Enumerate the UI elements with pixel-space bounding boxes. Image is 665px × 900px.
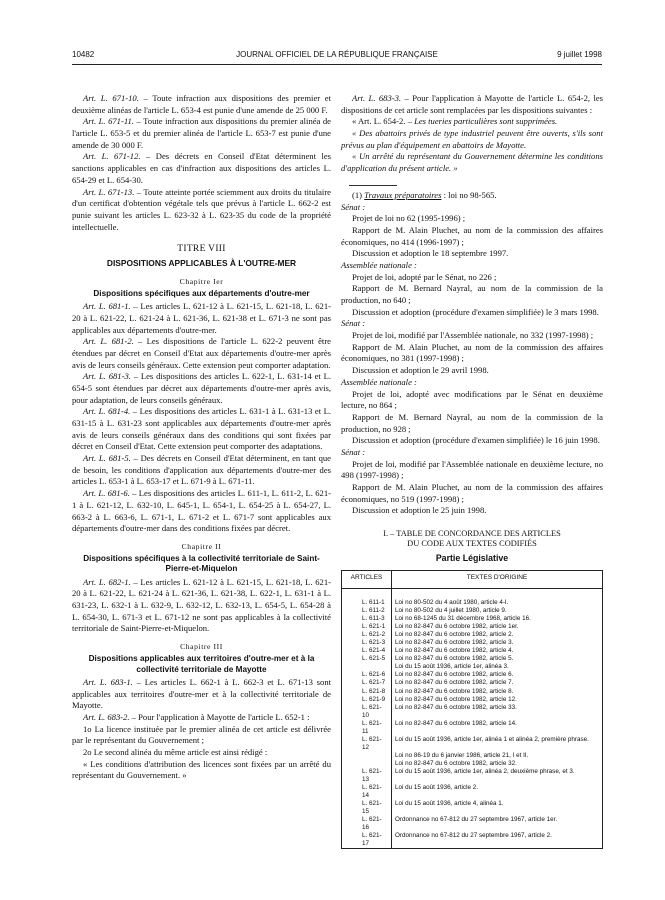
table-row <box>342 736 603 752</box>
origin-text-cell: Loi no 80-502 du 4 août 1980, article 4-I. <box>395 599 509 606</box>
chapter-2-title: Dispositions spécifiques à la collectivité territoriale de Saint-Pierre-et-Miquelon <box>83 554 320 574</box>
article-l683-2: Art. L. 683-2. – Pour l'application à Mayotte de l'article L. 652-1 : <box>83 712 310 723</box>
origin-text-cell: Loi no 82-847 du 6 octobre 1982, article 33. <box>395 703 517 711</box>
article-l671-13: Art. L. 671-13. – Toute atteinte portée sciemment aux droits du titulaire d'un certificat d'obtention végétale tels que prévus à l'article L. 662-2 est punie suivant les articles L. 623-32 à L. 623-35 du code de la propriété intellectuelle. <box>72 186 331 232</box>
chapter-3-heading: Chapitre III <box>180 642 223 652</box>
origin-text-cell: Loi no 82-847 du 6 octobre 1982, article 2. <box>395 631 514 639</box>
table-row <box>342 623 603 631</box>
partie-legislative: Partie Législative <box>435 553 509 564</box>
an-1-line-2: Rapport de M. Bernard Nayral, au nom de la commission de la production, no 640 ; <box>341 283 603 305</box>
senat-1-line-1: Projet de loi no 62 (1995-1996) ; <box>352 213 466 224</box>
table-row <box>342 671 603 679</box>
table-row <box>342 688 603 696</box>
an-1-line-1: Projet de loi, adopté par le Sénat, no 226 ; <box>352 271 497 282</box>
chapter-3-title: Dispositions applicables aux territoires d'outre-mer et à la collectivité territoriale de Mayotte <box>88 654 315 674</box>
article-cell: L. 621-6 <box>342 671 392 679</box>
senat-3-line-1: Projet de loi, modifié par l'Assemblée nationale en deuxième lecture, no 498 (1997-1998) ; <box>341 458 603 481</box>
table-row <box>342 679 603 687</box>
concordance-table <box>341 570 603 849</box>
origin-text-cell: Loi no 82-847 du 6 octobre 1982, article 8. <box>395 687 514 695</box>
article-l683-3: Art. L. 683-3. – Pour l'application à Mayotte de l'article L. 654-2, les dispositions de cet article sont remplacées par les dispositions suivantes : <box>341 93 603 115</box>
footnote-intro: (1) Travaux préparatoires : loi no 98-565. <box>352 189 497 200</box>
origin-text-cell: Loi du 15 août 1936, article 1er, alinéa 2, deuxième phrase, et 3. <box>395 767 575 775</box>
quoted-text: « Les conditions d'attribution des licences sont fixées par un arrêté du représentant du Gouvernement. » <box>72 758 331 781</box>
table-row <box>342 832 603 849</box>
article-cell: L. 621-11 <box>342 720 392 736</box>
article-cell: L. 621-3 <box>342 639 392 647</box>
origin-text-cell: Loi no 82-847 du 6 octobre 1982, article 1er. <box>395 623 519 631</box>
origin-text-cell: Loi no 82-847 du 6 octobre 1982, article 32. <box>395 759 517 767</box>
article-cell: L. 621-8 <box>342 688 392 696</box>
article-cell: L. 621-10 <box>342 704 392 720</box>
table-row <box>342 752 603 760</box>
quote-arrete: « Un arrêté du représentant du Gouvernement détermine les conditions d'application du présent article. » <box>341 151 603 174</box>
item-1: 1o La licence instituée par le premier alinéa de cet article est délivrée par le représentant du Gouvernement ; <box>72 723 331 746</box>
left-column <box>72 93 331 782</box>
column-header-articles: ARTICLES <box>342 571 392 589</box>
article-cell: L. 621-17 <box>342 832 392 849</box>
table-row <box>342 589 603 608</box>
table-row <box>342 720 603 736</box>
chapter-1-heading: Chapitre Ier <box>179 276 224 286</box>
article-cell: L. 621-15 <box>342 800 392 816</box>
origin-text-cell: Loi du 15 août 1936, article 1er, alinéa 1 et alinéa 2, première phrase. <box>395 735 589 743</box>
origin-text-cell: Loi no 82-847 du 6 octobre 1982, article 5. <box>395 655 514 663</box>
article-l671-11: Art. L. 671-11. – Toute infraction aux dispositions du premier alinéa de l'article L. 653-5 et du premier alinéa de l'article L. 653-7 est punie d'une amende de 30 000 F. <box>72 116 331 150</box>
table-row <box>342 607 603 615</box>
article-cell: L. 621-13 <box>342 768 392 784</box>
origin-text-cell: Loi no 82-847 du 6 octobre 1982, article 4. <box>395 647 514 655</box>
article-cell: L. 621-4 <box>342 647 392 655</box>
article-cell <box>342 663 392 671</box>
origin-text-cell: Loi no 82-847 du 6 octobre 1982, article 14. <box>395 719 517 727</box>
article-cell: L. 621-5 <box>342 655 392 663</box>
origin-text-cell: Loi no 82-847 du 6 octobre 1982, article 7. <box>395 679 514 687</box>
origin-text-cell: Loi no 82-847 du 6 octobre 1982, article 12. <box>395 695 517 703</box>
page-header <box>72 50 602 64</box>
senat-2-line-2: Rapport de M. Alain Pluchet, au nom de la commission des affaires économiques, no 381 (1997-1998) ; <box>341 341 603 364</box>
table-row <box>342 704 603 720</box>
article-l681-6: Art. L. 681-6. – Les dispositions des articles L. 611-1, L. 611-2, L. 621-1 à L. 621-12, L. 632-10, L. 645-1, L. 654-1, L. 654-25 à L. 654-27, L. 663-2 à L. 663-6, L. 671-1, L. 671-2 et L. 671-7 sont applicables aux départements d'outre-mer dans des conditions fixées par décret. <box>72 488 331 534</box>
table-row <box>342 631 603 639</box>
origin-text-cell: Loi no 68-1245 du 31 décembre 1968, article 16. <box>395 615 531 623</box>
table-row <box>342 663 603 671</box>
article-cell: L. 621-12 <box>342 736 392 752</box>
senat-3-line-3: Discussion et adoption le 25 juin 1998. <box>352 505 487 516</box>
concordance-title: I. – TABLE DE CONCORDANCE DES ARTICLES DU CODE AUX TEXTES CODIFIÉS <box>383 529 561 549</box>
table-row <box>342 760 603 768</box>
article-cell: L. 621-7 <box>342 679 392 687</box>
an-label-1: Assemblée nationale : <box>341 259 417 270</box>
article-cell: L. 621-2 <box>342 631 392 639</box>
article-l683-1: Art. L. 683-1. – Les articles L. 662-1 à L. 662-3 et L. 671-13 sont applicables aux territoires d'outre-mer et à la collectivité territoriale de Mayotte. <box>72 676 332 711</box>
article-cell: L. 611-1 <box>342 589 392 608</box>
item-2: 2o Le second alinéa du même article est ainsi rédigé : <box>83 747 268 758</box>
title-heading: TITRE VIII <box>177 244 226 255</box>
column-header-textes: TEXTES D'ORIGINE <box>392 571 603 589</box>
article-l681-1: Art. L. 681-1. – Les articles L. 621-12 à L. 621-15, L. 621-18, L. 621-20 à L. 621-22, L. 621-24 à L. 621-36, L. 621-38 et L. 671-3 ne sont pas applicables aux départements d'outre-mer. <box>72 301 331 335</box>
right-column <box>341 93 603 849</box>
an-2-line-1: Projet de loi, adopté avec modifications par le Sénat en deuxième lecture, no 864 ; <box>341 388 603 411</box>
page-number: 10482 <box>72 50 95 59</box>
origin-text-cell: Loi no 86-19 du 6 janvier 1986, article 21, I et II. <box>395 751 529 759</box>
quote-l654-2: « Art. L. 654-2. – Les tueries particulières sont supprimées. <box>352 116 558 127</box>
article-l681-3: Art. L. 681-3. – Les dispositions des articles L. 622-1, L. 631-14 et L. 654-5 sont étendues par décret aux départements d'outre-mer après avis, pour adaptation, de leurs conseils généraux. <box>72 371 331 405</box>
an-1-line-3: Discussion et adoption (procédure d'examen simplifiée) le 3 mars 1998. <box>352 306 599 317</box>
article-cell: L. 621-1 <box>342 623 392 631</box>
table-row <box>342 800 603 816</box>
journal-title: JOURNAL OFFICIEL DE LA RÉPUBLIQUE FRANÇAISE <box>236 50 438 59</box>
table-row <box>342 655 603 663</box>
header-rule <box>72 64 602 65</box>
table-row <box>342 615 603 623</box>
an-label-2: Assemblée nationale : <box>341 376 417 387</box>
senat-label-1: Sénat : <box>341 201 366 212</box>
senat-1-line-2: Rapport de M. Alain Pluchet, au nom de la commission des affaires économiques, no 414 (1996-1997) ; <box>341 224 603 247</box>
article-cell: L. 611-3 <box>342 615 392 623</box>
senat-2-line-3: Discussion et adoption le 29 avril 1998. <box>352 365 489 376</box>
an-2-line-3: Discussion et adoption (procédure d'examen simplifiée) le 16 juin 1998. <box>352 435 600 446</box>
table-row <box>342 784 603 800</box>
title-subheading: DISPOSITIONS APPLICABLES À L'OUTRE-MER <box>106 258 297 269</box>
table-row <box>342 768 603 784</box>
origin-text-cell: Ordonnance no 67-812 du 27 septembre 1967, article 1er. <box>395 816 558 824</box>
issue-date: 9 juillet 1998 <box>557 50 602 59</box>
quote-abattoirs: « Des abattoirs privés de type industriel peuvent être ouverts, s'ils sont prévus au plan d'équipement en abattoirs de Mayotte. <box>341 128 603 150</box>
senat-1-line-3: Discussion et adoption le 18 septembre 1997. <box>352 248 509 259</box>
footnote-rule <box>349 185 397 186</box>
an-2-line-2: Rapport de M. Bernard Nayral, au nom de la commission de la production, no 928 ; <box>341 411 603 434</box>
table-body <box>342 589 603 849</box>
article-l671-12: Art. L. 671-12. – Des décrets en Conseil d'Etat déterminent les sanctions applicables en cas d'infraction aux dispositions des articles L. 654-29 et L. 654-30. <box>72 151 331 185</box>
origin-text-cell: Ordonnance no 67-812 du 27 septembre 1967, article 2. <box>395 832 552 840</box>
chapter-2-heading: Chapitre II <box>181 541 222 551</box>
origin-text-cell: Loi no 82-847 du 6 octobre 1982, article 6. <box>395 671 514 679</box>
table-row <box>342 816 603 832</box>
article-cell: L. 611-2 <box>342 607 392 615</box>
origin-text-cell: Loi du 15 août 1936, article 1er, alinéa 3. <box>395 663 509 671</box>
chapter-1-title: Dispositions spécifiques aux départements d'outre-mer <box>93 288 310 298</box>
article-cell <box>342 760 392 768</box>
table-row <box>342 696 603 704</box>
article-l681-4: Art. L. 681-4. – Les dispositions des articles L. 631-1 à L. 631-13 et L. 631-15 à L. 631-23 sont applicables aux départements d'outre-mer après avis de leurs conseils généraux dans des conditions qui sont fixées par décret en Conseil d'Etat. Cette extension peut comporter des adaptations. <box>72 406 331 452</box>
senat-label-3: Sénat : <box>341 446 366 457</box>
article-cell: L. 621-16 <box>342 816 392 832</box>
article-cell <box>342 752 392 760</box>
origin-text-cell: Loi du 15 août 1936, article 4, alinéa 1. <box>395 800 504 808</box>
article-l682-1: Art. L. 682-1. – Les articles L. 621-12 à L. 621-15, L. 621-18, L. 621-20 à L. 621-22, L. 621-24 à L. 621-36, L. 621-38, L. 622-1, L. 631-1 à L. 631-23, L. 632-1 à L. 632-9, L. 632-12, L. 632-13, L. 654-5, L. 654-28 à L. 654-30, L. 671-3 et L. 671-12 ne sont pas applicables à la collectivité territoriale de Saint-Pierre-et-Miquelon. <box>72 576 331 634</box>
table-row <box>342 639 603 647</box>
origin-text-cell: Loi du 15 août 1936, article 2. <box>395 784 478 792</box>
article-cell: L. 621-14 <box>342 784 392 800</box>
article-l681-5: Art. L. 681-5. – Des décrets en Conseil d'Etat déterminent, en tant que de besoin, les conditions d'application aux départements d'outre-mer des articles L. 653-1 à L. 653-17 et L. 671-9 à L. 671-11. <box>72 453 331 487</box>
senat-2-line-1: Projet de loi, modifié par l'Assemblée nationale, no 332 (1997-1998) ; <box>352 330 594 341</box>
article-cell: L. 621-9 <box>342 696 392 704</box>
senat-label-2: Sénat : <box>341 318 366 329</box>
senat-3-line-2: Rapport de M. Alain Pluchet, au nom de la commission des affaires économiques, no 519 (1997-1998) ; <box>341 482 603 504</box>
article-l671-10: Art. L. 671-10. – Toute infraction aux dispositions des premier et deuxième alinéas de l'article L. 653-4 est punie d'une amende de 25 000 F. <box>72 93 331 115</box>
article-l681-2: Art. L. 681-2. – Les dispositions de l'article L. 622-2 peuvent être étendues par décret en Conseil d'Etat aux départements d'outre-mer après avis de leurs conseils généraux. Cette extension peut comporter adaptation. <box>72 336 331 370</box>
origin-text-cell: Loi no 80-502 du 4 juillet 1980, article 9. <box>395 607 507 615</box>
origin-text-cell: Loi no 82-847 du 6 octobre 1982, article 3. <box>395 639 514 647</box>
table-row <box>342 647 603 655</box>
